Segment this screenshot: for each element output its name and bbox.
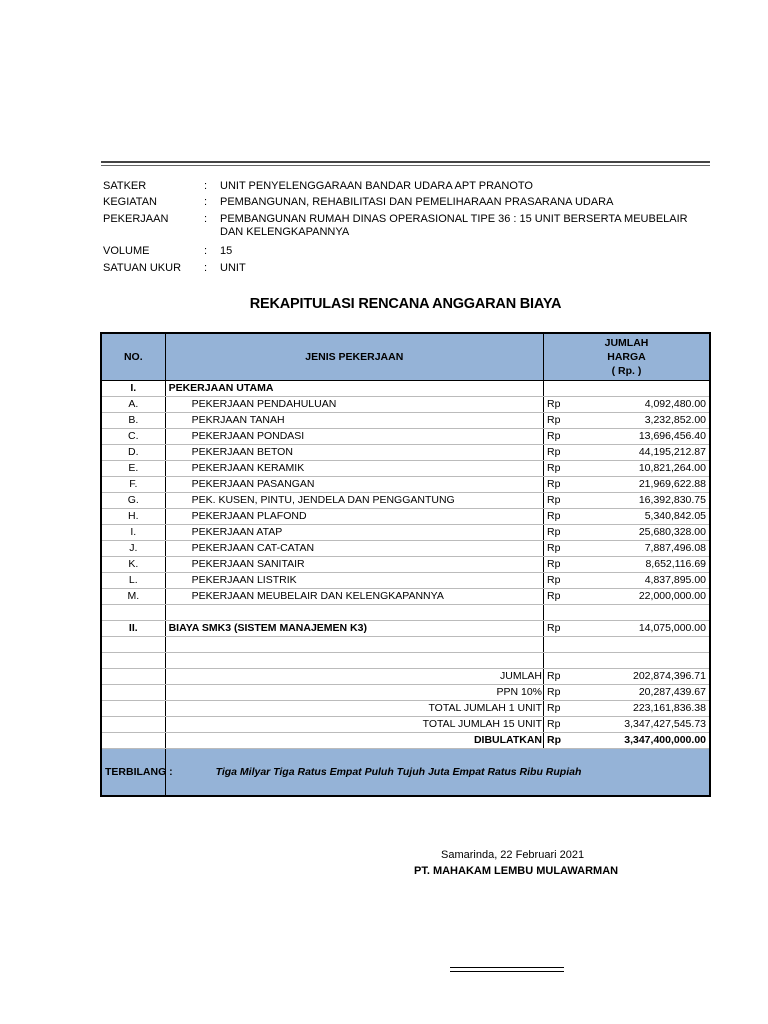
item-name: PEKERJAAN ATAP <box>165 525 543 541</box>
table-row <box>101 493 710 509</box>
empty-cell <box>101 605 165 621</box>
header-rule-thin <box>101 165 710 166</box>
currency-label: Rp <box>547 718 561 730</box>
page-title: REKAPITULASI RENCANA ANGGARAN BIAYA <box>249 296 562 312</box>
section-name: PEKERJAAN UTAMA <box>165 381 543 397</box>
amount-value: 4,837,895.00 <box>644 574 706 586</box>
item-name: PEKERJAAN BETON <box>165 445 543 461</box>
item-no: I. <box>101 525 165 541</box>
amount-value: 3,347,400,000.00 <box>624 734 706 746</box>
item-no: F. <box>101 477 165 493</box>
header-jumlah-line3: ( Rp. ) <box>611 365 642 377</box>
info-label: VOLUME <box>103 245 150 257</box>
amount-cell <box>544 397 710 413</box>
info-colon: : <box>204 245 208 257</box>
amount-wrap <box>547 573 706 588</box>
total-label: TOTAL JUMLAH 15 UNIT <box>165 717 543 733</box>
item-no: G. <box>101 493 165 509</box>
empty-cell <box>101 701 165 717</box>
currency-label: Rp <box>547 702 561 714</box>
signature-date: Samarinda, 22 Februari 2021 <box>441 849 585 861</box>
currency-label: Rp <box>547 494 561 506</box>
currency-label: Rp <box>547 446 561 458</box>
item-no: E. <box>101 461 165 477</box>
info-label: SATKER <box>103 180 147 192</box>
item-no: M. <box>101 589 165 605</box>
amount-value: 3,232,852.00 <box>644 414 706 426</box>
amount-value: 25,680,328.00 <box>638 526 706 538</box>
table-row <box>101 509 710 525</box>
info-label: SATUAN UKUR <box>103 262 182 274</box>
table-row <box>101 397 710 413</box>
currency-label: Rp <box>547 398 561 410</box>
amount-cell <box>544 669 710 685</box>
table-row <box>101 413 710 429</box>
item-name: PEKERJAAN PLAFOND <box>165 509 543 525</box>
amount-value: 20,287,439.67 <box>638 686 706 698</box>
amount-value: 22,000,000.00 <box>638 590 706 602</box>
terbilang-value: Tiga Milyar Tiga Ratus Empat Puluh Tujuh Juta Empat Ratus Ribu Rupiah <box>165 749 710 797</box>
amount-cell <box>544 573 710 589</box>
empty-cell <box>544 653 710 669</box>
amount-cell <box>544 461 710 477</box>
section-no: I. <box>101 381 165 397</box>
currency-label: Rp <box>547 622 561 634</box>
header-jenis: JENIS PEKERJAAN <box>165 333 543 381</box>
info-label: PEKERJAAN <box>103 213 169 225</box>
amount-wrap <box>547 509 706 524</box>
amount-cell <box>544 621 710 637</box>
currency-label: Rp <box>547 734 562 746</box>
item-name: PEKERJAAN SANITAIR <box>165 557 543 573</box>
item-name: PEKERJAAN PASANGAN <box>165 477 543 493</box>
info-colon: : <box>204 180 208 192</box>
table-row <box>101 589 710 605</box>
empty-row <box>101 637 710 653</box>
table-row <box>101 541 710 557</box>
item-no: H. <box>101 509 165 525</box>
header-jumlah <box>544 333 710 381</box>
total-label: PPN 10% <box>165 685 543 701</box>
amount-value: 21,969,622.88 <box>638 478 706 490</box>
amount-cell <box>544 509 710 525</box>
amount-wrap <box>547 621 706 636</box>
amount-value: 13,696,456.40 <box>638 430 706 442</box>
amount-wrap <box>547 429 706 444</box>
info-colon: : <box>204 196 208 208</box>
amount-value: 10,821,264.00 <box>638 462 706 474</box>
amount-wrap <box>547 413 706 428</box>
empty-cell <box>101 669 165 685</box>
empty-cell <box>544 381 710 397</box>
info-value: UNIT <box>220 262 246 274</box>
empty-cell <box>101 653 165 669</box>
section-row <box>101 621 710 637</box>
amount-value: 14,075,000.00 <box>638 622 706 634</box>
signature-company: PT. MAHAKAM LEMBU MULAWARMAN <box>414 865 619 877</box>
item-no: J. <box>101 541 165 557</box>
header-rule <box>101 161 710 163</box>
section-no: II. <box>101 621 165 637</box>
currency-label: Rp <box>547 590 561 602</box>
item-name: PEK. KUSEN, PINTU, JENDELA DAN PENGGANTUNG <box>165 493 543 509</box>
amount-wrap <box>547 589 706 604</box>
total-row <box>101 717 710 733</box>
table-row <box>101 429 710 445</box>
terbilang-row <box>101 749 710 797</box>
total-row <box>101 701 710 717</box>
signature-line <box>450 967 564 972</box>
amount-wrap <box>547 461 706 476</box>
total-row <box>101 685 710 701</box>
item-no: A. <box>101 397 165 413</box>
item-no: D. <box>101 445 165 461</box>
amount-cell <box>544 685 710 701</box>
amount-value: 223,161,836.38 <box>633 702 706 714</box>
table-row <box>101 525 710 541</box>
amount-wrap <box>547 733 706 748</box>
currency-label: Rp <box>547 526 561 538</box>
info-value: PEMBANGUNAN RUMAH DINAS OPERASIONAL TIPE 36 : 15 UNIT BERSERTA MEUBELAIR DAN KELENGKAPANNYA <box>220 213 688 238</box>
amount-cell <box>544 445 710 461</box>
budget-table <box>100 332 711 797</box>
item-no: C. <box>101 429 165 445</box>
amount-value: 5,340,842.05 <box>644 510 706 522</box>
table-row <box>101 557 710 573</box>
currency-label: Rp <box>547 478 561 490</box>
amount-wrap <box>547 525 706 540</box>
amount-value: 7,887,496.08 <box>644 542 706 554</box>
amount-wrap <box>547 397 706 412</box>
section-name: BIAYA SMK3 (SISTEM MANAJEMEN K3) <box>165 621 543 637</box>
table-row <box>101 477 710 493</box>
currency-label: Rp <box>547 510 561 522</box>
amount-cell <box>544 557 710 573</box>
item-name: PEKERJAAN KERAMIK <box>165 461 543 477</box>
total-label: JUMLAH <box>165 669 543 685</box>
amount-wrap <box>547 445 706 460</box>
amount-cell <box>544 541 710 557</box>
table-row <box>101 445 710 461</box>
info-value: UNIT PENYELENGGARAAN BANDAR UDARA APT PRANOTO <box>220 180 533 192</box>
total-row <box>101 669 710 685</box>
info-value: 15 <box>220 245 233 257</box>
amount-wrap <box>547 685 706 700</box>
terbilang-label: TERBILANG : <box>101 749 165 797</box>
empty-cell <box>544 637 710 653</box>
empty-cell <box>165 637 543 653</box>
item-name: PEKRJAAN TANAH <box>165 413 543 429</box>
amount-cell <box>544 525 710 541</box>
empty-cell <box>544 605 710 621</box>
currency-label: Rp <box>547 462 561 474</box>
amount-wrap <box>547 701 706 716</box>
info-colon: : <box>204 213 208 225</box>
section-row <box>101 381 710 397</box>
amount-cell <box>544 589 710 605</box>
empty-cell <box>101 717 165 733</box>
currency-label: Rp <box>547 430 561 442</box>
header-jumlah-line1: JUMLAH <box>604 337 649 349</box>
item-name: PEKERJAAN CAT-CATAN <box>165 541 543 557</box>
amount-wrap <box>547 557 706 572</box>
amount-wrap <box>547 477 706 492</box>
table-row <box>101 461 710 477</box>
item-name: PEKERJAAN PONDASI <box>165 429 543 445</box>
table-header-row <box>101 333 710 381</box>
empty-cell <box>165 653 543 669</box>
currency-label: Rp <box>547 574 561 586</box>
amount-cell <box>544 429 710 445</box>
amount-cell <box>544 477 710 493</box>
header-jumlah-line2: HARGA <box>607 351 646 363</box>
table-row <box>101 573 710 589</box>
currency-label: Rp <box>547 558 561 570</box>
amount-wrap <box>547 541 706 556</box>
currency-label: Rp <box>547 414 561 426</box>
item-name: PEKERJAAN PENDAHULUAN <box>165 397 543 413</box>
empty-cell <box>101 637 165 653</box>
info-label: KEGIATAN <box>103 196 157 208</box>
item-no: L. <box>101 573 165 589</box>
amount-wrap <box>547 669 706 684</box>
amount-cell <box>544 717 710 733</box>
empty-cell <box>165 605 543 621</box>
empty-cell <box>101 733 165 749</box>
amount-value: 44,195,212.87 <box>638 446 706 458</box>
item-name: PEKERJAAN LISTRIK <box>165 573 543 589</box>
empty-row <box>101 605 710 621</box>
item-no: K. <box>101 557 165 573</box>
currency-label: Rp <box>547 670 561 682</box>
amount-cell <box>544 493 710 509</box>
info-value: PEMBANGUNAN, REHABILITASI DAN PEMELIHARAAN PRASARANA UDARA <box>220 196 614 208</box>
total-label: TOTAL JUMLAH 1 UNIT <box>165 701 543 717</box>
header-no: NO. <box>101 333 165 381</box>
amount-cell <box>544 413 710 429</box>
amount-value: 8,652,116.69 <box>645 558 706 570</box>
amount-value: 16,392,830.75 <box>638 494 706 506</box>
amount-wrap <box>547 493 706 508</box>
amount-value: 4,092,480.00 <box>644 398 706 410</box>
empty-cell <box>101 685 165 701</box>
total-row <box>101 733 710 749</box>
currency-label: Rp <box>547 686 561 698</box>
amount-value: 3,347,427,545.73 <box>624 718 706 730</box>
empty-row <box>101 653 710 669</box>
amount-value: 202,874,396.71 <box>633 670 706 682</box>
amount-wrap <box>547 717 706 732</box>
info-colon: : <box>204 262 208 274</box>
item-no: B. <box>101 413 165 429</box>
amount-cell <box>544 733 710 749</box>
amount-cell <box>544 701 710 717</box>
item-name: PEKERJAAN MEUBELAIR DAN KELENGKAPANNYA <box>165 589 543 605</box>
currency-label: Rp <box>547 542 561 554</box>
total-label: DIBULATKAN <box>165 733 543 749</box>
